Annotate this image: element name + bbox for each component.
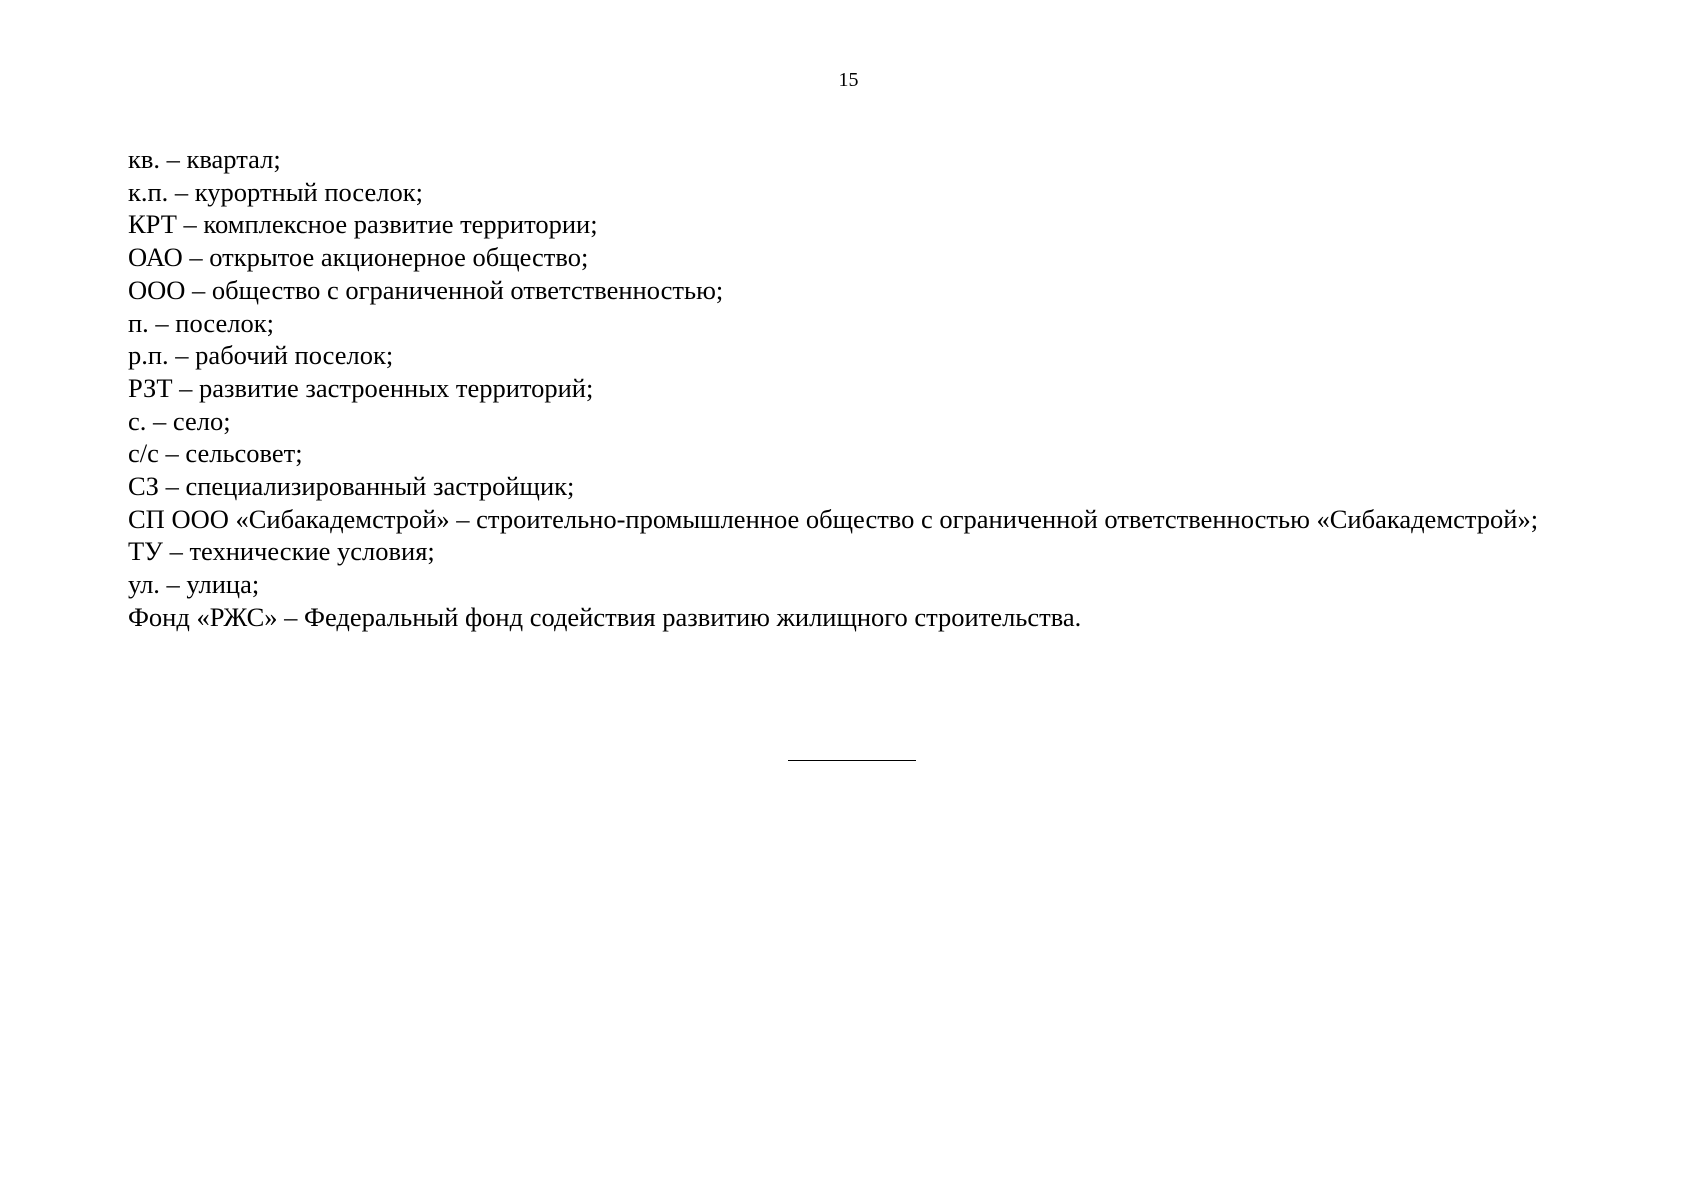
- abbreviation-item: с/с – сельсовет;: [128, 438, 303, 469]
- abbreviation-item: РЗТ – развитие застроенных территорий;: [128, 372, 594, 403]
- abbreviation-item: Фонд «РЖС» – Федеральный фонд содействия развитию жилищного строительства.: [128, 601, 1082, 632]
- abbreviation-list: [128, 143, 1688, 634]
- abbreviation-item: с. – село;: [128, 405, 231, 436]
- abbreviation-item: КРТ – комплексное развитие территории;: [128, 209, 598, 240]
- abbreviation-item: ул. – улица;: [128, 569, 260, 600]
- page-number: 15: [838, 69, 859, 91]
- abbreviation-item: СЗ – специализированный застройщик;: [128, 471, 575, 502]
- abbreviation-item: СП ООО «Сибакадемстрой» – строительно-промышленное общество с ограниченной ответственностью «Сибакадемстрой»;: [128, 503, 1539, 534]
- abbreviation-item: ТУ – технические условия;: [128, 536, 435, 567]
- abbreviation-item: п. – поселок;: [128, 307, 274, 338]
- end-of-document-rule: [788, 760, 916, 761]
- abbreviation-item: кв. – квартал;: [128, 144, 281, 174]
- abbreviation-item: ОАО – открытое акционерное общество;: [128, 242, 589, 273]
- abbreviation-item: ООО – общество с ограниченной ответственностью;: [128, 274, 724, 305]
- abbreviation-item: к.п. – курортный поселок;: [128, 176, 423, 207]
- abbreviation-item: р.п. – рабочий поселок;: [128, 340, 394, 371]
